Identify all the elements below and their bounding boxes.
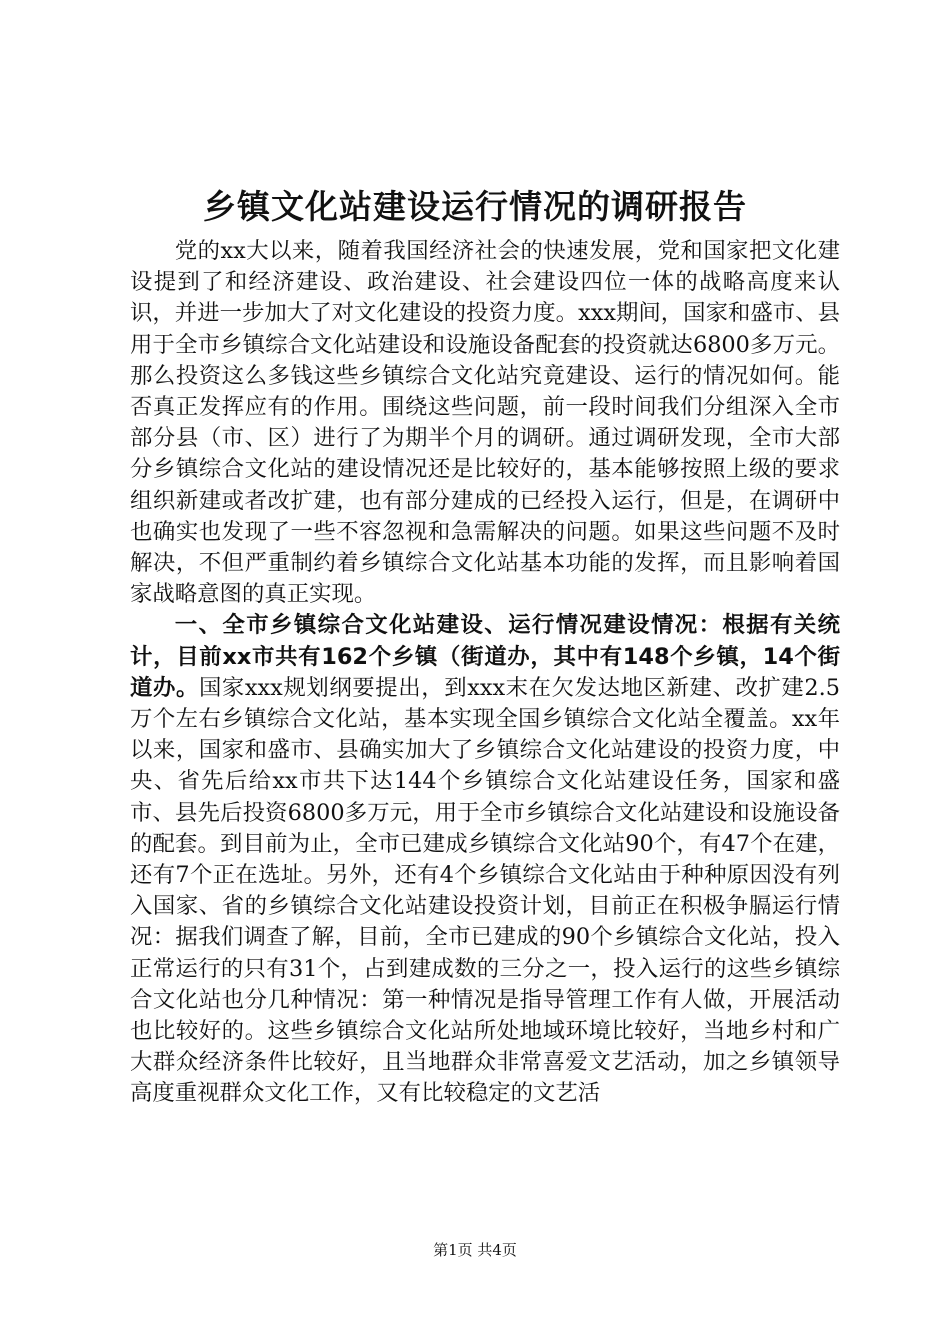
paragraph-intro: 党的xx大以来，随着我国经济社会的快速发展，党和国家把文化建设提到了和经济建设、政治建设、社会建设四位一体的战略高度来认识，并进一步加大了对文化建设的投资力度。xxx期间，国家和盛市、县用于全市乡镇综合文化站建设和设施设备配套的投资就达6800多万元。那么投资这么多钱这些乡镇综合文化站究竟建设、运行的情况如何。能否真正发挥应有的作用。围绕这些问题，前一段时间我们分组深入全市部分县（市、区）进行了为期半个月的调研。通过调研发现，全市大部分乡镇综合文化站的建设情况还是比较好的，基本能够按照上级的要求组织新建或者改扩建，也有部分建成的已经投入运行，但是，在调研中也确实也发现了一些不容忽视和急需解决的问题。如果这些问题不及时解决，不但严重制约着乡镇综合文化站基本功能的发挥，而且影响着国家战略意图的真正实现。 bbox=[130, 238, 840, 608]
section-1-body: 国家xxx规划纲要提出，到xxx末在欠发达地区新建、改扩建2.5万个左右乡镇综合文化站，基本实现全国乡镇综合文化站全覆盖。xx年以来，国家和盛市、县确实加大了乡镇综合文化站建设的投资力度，中央、省先后给xx市共下达144个乡镇综合文化站建设任务，国家和盛市、县先后投资6800多万元，用于全市乡镇综合文化站建设和设施设备的配套。到目前为止，全市已建成乡镇综合文化站90个，有47个在建，还有7个正在选址。另外，还有4个乡镇综合文化站由于种种原因没有列入国家、省的乡镇综合文化站建设投资计划，目前正在积极争膈运行情况：据我们调查了解，目前，全市已建成的90个乡镇综合文化站，投入正常运行的只有31个，占到建成数的三分之一，投入运行的这些乡镇综合文化站也分几种情况：第一种情况是指导管理工作有人做，开展活动也比较好的。这些乡镇综合文化站所处地域环境比较好，当地乡村和广大群众经济条件比较好，且当地群众非常喜爱文艺活动，加之乡镇领导高度重视群众文化工作，又有比较稳定的文艺活 bbox=[130, 674, 840, 1107]
document-title: 乡镇文化站建设运行情况的调研报告 bbox=[203, 187, 747, 226]
document-body bbox=[130, 236, 840, 1110]
section-1-heading: 一、全市乡镇综合文化站建设、运行情况建设情况：根据有关统计，目前xx市共有162个乡镇（街道办，其中有148个乡镇，14个街道办。 bbox=[130, 612, 840, 701]
page-number-footer: 第1页 共4页 bbox=[433, 1241, 517, 1259]
paragraph-section-1 bbox=[130, 610, 840, 1109]
